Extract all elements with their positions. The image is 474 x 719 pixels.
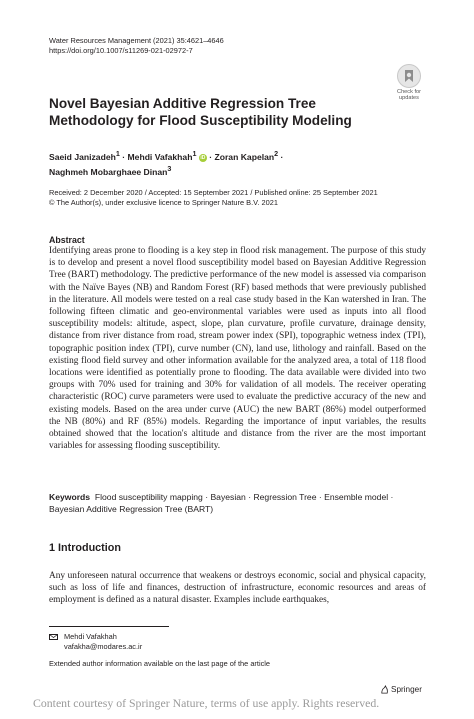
author-separator: · — [206, 151, 215, 162]
badge-label — [392, 89, 426, 101]
author-separator: · — [278, 151, 284, 162]
bookmark-glyph — [398, 65, 420, 87]
footnote-divider — [49, 626, 169, 627]
author-affiliation: 2 — [274, 150, 279, 158]
author-affiliation: 1 — [115, 150, 120, 158]
author-name[interactable]: Naghmeh Mobarghaee Dinan — [49, 167, 168, 178]
abstract-heading: Abstract — [49, 235, 85, 245]
corresponding-email[interactable]: vafakha@modares.ac.ir — [64, 642, 143, 651]
author-affiliation: 3 — [167, 165, 172, 174]
orcid-icon[interactable]: iD — [200, 154, 206, 161]
envelope-icon — [49, 634, 58, 640]
courtesy-watermark: Content courtesy of Springer Nature, terms of use apply. Rights reserved. — [33, 696, 380, 710]
author-name[interactable]: Zoran Kapelan — [214, 151, 275, 162]
extended-author-info: Extended author information available on the last page of the article — [49, 659, 271, 668]
publication-dates — [49, 188, 378, 208]
copyright-notice: © The Author(s), under exclusive licence to Springer Nature B.V. 2021 — [49, 198, 278, 207]
journal-volume: Water Resources Management (2021) 35:4621–4646 — [49, 36, 224, 45]
author-name[interactable]: Saeid Janizadeh — [49, 151, 116, 162]
author-separator: · — [119, 151, 128, 162]
corresponding-author: Mehdi Vafakhah — [64, 632, 117, 641]
keywords-list: Flood susceptibility mapping · Bayesian · Regression Tree · Ensemble model · Bayesian Additive Regression Tree (BART) — [49, 492, 394, 514]
envelope-glyph — [49, 634, 58, 640]
introduction-text: Any unforeseen natural occurrence that weakens or destroys economic, social and physical capacity, such as loss of life and finances, destruction of infrastructure, economic resources and areas of employment is defined as a natural disaster. Examples include earthquakes, — [49, 571, 426, 606]
correspondence-block — [49, 632, 142, 652]
article-title: Novel Bayesian Additive Regression Tree Methodology for Flood Susceptibility Modeling — [49, 96, 352, 128]
author-name[interactable]: Mehdi Vafakhah — [127, 151, 193, 162]
badge-label-line2: updates — [399, 95, 419, 101]
publisher-name: Springer — [391, 685, 422, 694]
history-dates: Received: 2 December 2020 / Accepted: 15 September 2021 / Published online: 25 September 2021 — [49, 188, 378, 197]
badge-label-line1: Check for — [397, 89, 421, 95]
journal-citation — [49, 36, 224, 56]
bookmark-icon — [397, 64, 421, 88]
author-list — [49, 148, 379, 179]
springer-horse-icon — [380, 685, 389, 694]
check-for-updates-badge[interactable] — [392, 64, 426, 100]
author-affiliation: 1 — [192, 150, 197, 158]
doi-link[interactable]: https://doi.org/10.1007/s11269-021-02972-7 — [49, 46, 193, 55]
section-heading-introduction: 1 Introduction — [49, 542, 121, 554]
abstract-text: Identifying areas prone to flooding is a key step in flood risk management. The purpose of this study is to develop and present a novel flood susceptibility model based on Bayesian Additive Regression Tree (BART) methodology. The predictive performance of the new model is assessed via comparison with the Naïve Bayes (NB) and Random Forest (RF) based methods that were previously published in the literature. All models were tested on a real case study based in the Kan watershed in Iran. The following fifteen climatic and geo-environmental variables were used as inputs into all flood susceptibility models: altitude, aspect, slope, plan curvature, profile curvature, drainage density, distance from river distance from road, stream power index (SPI), topographic wetness index (TPI), topographic position index (TPI), curve number (CN), land use, lithology and rainfall. Based on the existing flood field survey and other information available for the analyzed area, a total of 118 flood locations were identified as potentially prone to flooding. The data available were divided into two groups with 70% used for training and 30% for validation of all models. The receiver operating characteristic (ROC) curve parameters were used to evaluate the predictive accuracy of the new and existing models. Based on the area under curve (AUC) the new BART (86%) model outperformed the NB (80%) and RF (85%) models. Regarding the importance of input variables, the results obtained showed that the location's altitude and distance from the river are the most important variables for assessing flooding susceptibility. — [49, 246, 426, 452]
keywords-label: Keywords — [49, 492, 91, 502]
publisher-logo — [380, 684, 422, 695]
keywords-block — [49, 491, 426, 515]
